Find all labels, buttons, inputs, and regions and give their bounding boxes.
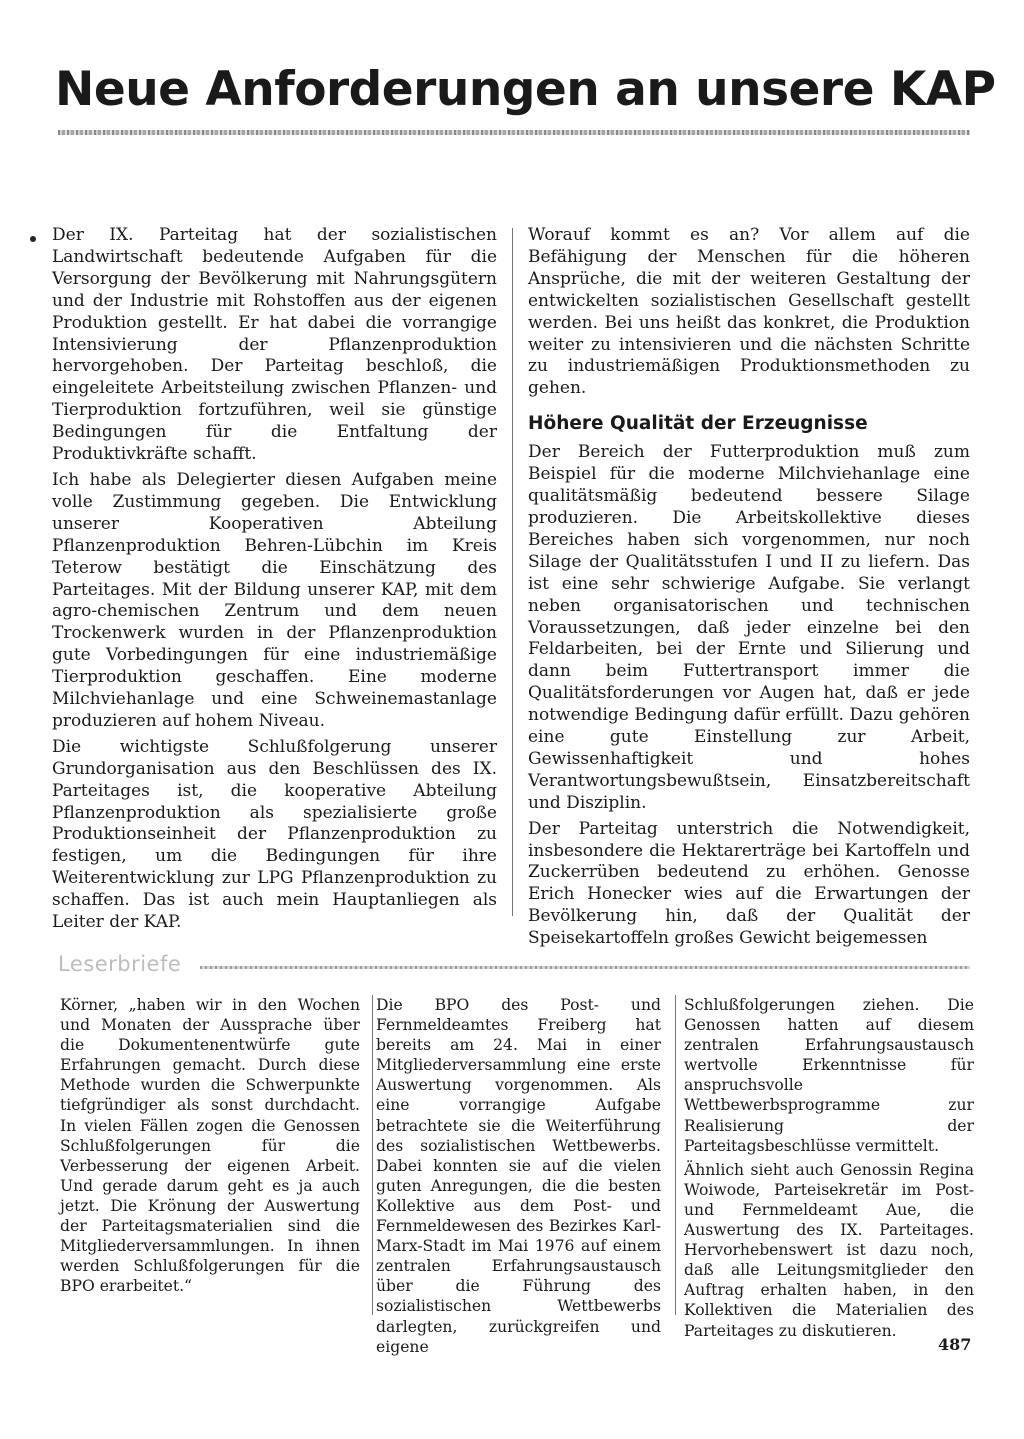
page-title: Neue Anforderungen an unsere KAP <box>55 62 996 117</box>
letters-column-2 <box>376 995 661 1356</box>
letter-paragraph: Schlußfolgerungen ziehen. Die Genossen hatten auf diesem zentralen Erfahrungsaustausch wertvolle Erkenntnisse für anspruchsvolle Wettbewerbsprogramme zur Realisierung der Parteitagsbeschlüsse vermittelt. <box>684 996 974 1155</box>
article-paragraph: Die wichtigste Schlußfolgerung unserer Grundorganisation aus den Beschlüssen des IX. Parteitages ist, die kooperative Abteilung Pflanzenproduktion als spezialisierte große Produktionseinheit der Pflanzenproduktion zu festigen, um die Bedingungen für ihre Weiterentwicklung zur LPG Pflanzenproduktion zu schaffen. Das ist auch mein Hauptanliegen als Leiter der KAP. <box>52 736 497 933</box>
article-paragraph: Der Parteitag unterstrich die Notwendigkeit, insbesondere die Hektarerträge bei Kartoffeln und Zuckerrüben bedeutend zu erhöhen. Genosse Erich Honecker wies auf die Erwartungen der Bevölkerung hin, daß der Qualität der Speisekartoffeln großes Gewicht beigemessen <box>528 818 970 949</box>
article-column-right <box>528 225 970 949</box>
letter-paragraph: Die BPO des Post- und Fernmeldeamtes Freiberg hat bereits am 24. Mai in einer Mitgliederversammlung eine erste Auswertung vorgenommen. Als eine vorrangige Aufgabe betrachtete sie die Weiterführung des sozialistischen Wettbewerbs. Dabei konnten sie auf die vielen guten Anregungen, die die besten Kollektive aus dem Post- und Fernmeldewesen des Bezirkes Karl-Marx-Stadt im Mai 1976 auf einem zentralen Erfahrungsaustausch über die Führung des sozialistischen Wettbewerbs darlegten, zurückgreifen und eigene <box>376 996 661 1356</box>
column-divider <box>675 995 676 1315</box>
column-divider <box>372 995 373 1315</box>
letters-column-3 <box>684 995 974 1340</box>
margin-dot <box>30 236 36 242</box>
letters-rule <box>200 966 970 969</box>
letters-column-1 <box>60 995 360 1320</box>
article-paragraph: Der IX. Parteitag hat der sozialistischen Landwirtschaft bedeutende Aufgaben für die Versorgung der Bevölkerung mit Nahrungsgütern und der Industrie mit Rohstoffen aus der eigenen Produktion gestellt. Er hat dabei die vorrangige Intensivierung der Pflanzenproduktion hervorgehoben. Der Parteitag beschloß, die eingeleitete Arbeitsteilung zwischen Pflanzen- und Tierproduktion fortzuführen, weil sie günstige Bedingungen für die Entfaltung der Produktivkräfte schafft. <box>52 225 497 465</box>
letters-heading: Leserbriefe <box>58 952 182 976</box>
column-divider <box>512 228 513 916</box>
section-heading: Höhere Qualität der Erzeugnisse <box>528 413 868 435</box>
letter-paragraph: Ähnlich sieht auch Genossin Regina Woiwode, Parteisekretär im Post- und Fernmeldeamt Aue, die Auswertung des IX. Parteitages. Hervorhebenswert ist dazu noch, daß alle Leitungsmitglieder den Auftrag erhalten haben, in den Kollektiven die Materialien des Parteitages zu diskutieren. <box>684 1160 974 1340</box>
letter-paragraph: Körner, „haben wir in den Wochen und Monaten der Aussprache über die Dokumentenentwürfe gute Erfahrungen gemacht. Durch diese Methode wurden die Schwerpunkte tiefgründiger als sonst durchdacht. In vielen Fällen zogen die Genossen Schlußfolgerungen für die Verbesserung der eigenen Arbeit. Und gerade darum geht es ja auch jetzt. Die Krönung der Auswertung der Parteitagsmaterialien sind die Mitgliederversammlungen. In ihnen werden Schlußfolgerungen für die BPO erarbeitet.“ <box>60 996 360 1296</box>
article-column-left <box>52 225 497 933</box>
article-paragraph: Worauf kommt es an? Vor allem auf die Befähigung der Menschen für die höheren Ansprüche, die mit der weiteren Gestaltung der entwickelten sozialistischen Gesellschaft gestellt werden. Bei uns heißt das konkret, die Produktion weiter zu intensivieren und die nächsten Schritte zu industriemäßigen Produktionsmethoden zu gehen. <box>528 225 970 399</box>
page-number: 487 <box>938 1335 972 1354</box>
article-paragraph: Der Bereich der Futterproduktion muß zum Beispiel für die moderne Milchviehanlage eine qualitätsmäßig bedeutend bessere Silage produzieren. Die Arbeitskollektive dieses Bereiches haben sich vorgenommen, nur noch Silage der Qualitätsstufen I und II zu liefern. Das ist eine sehr schwierige Aufgabe. Sie verlangt neben organisatorischen und technischen Voraussetzungen, daß jeder einzelne bei den Feldarbeiten, bei der Ernte und Silierung und dann beim Futtertransport immer die Qualitätsforderungen vor Augen hat, daß er jede notwendige Bedingung dafür erfüllt. Dazu gehören eine gute Einstellung zur Arbeit, Gewissenhaftigkeit und hohes Verantwortungsbewußtsein, Einsatzbereitschaft und Disziplin. <box>528 442 970 813</box>
article-paragraph: Ich habe als Delegierter diesen Aufgaben meine volle Zustimmung gegeben. Die Entwicklung unserer Kooperativen Abteilung Pflanzenproduktion Behren-Lübchin im Kreis Teterow bestätigt die Einschätzung des Parteitages. Mit der Bildung unserer KAP, mit dem agro-chemischen Zentrum und dem neuen Trockenwerk wurden in der Pflanzenproduktion gute Vorbedingungen für eine industriemäßige Tierproduktion geschaffen. Eine moderne Milchviehanlage und eine Schweinemastanlage produzieren auf hohem Niveau. <box>52 469 497 731</box>
title-rule <box>58 130 970 135</box>
